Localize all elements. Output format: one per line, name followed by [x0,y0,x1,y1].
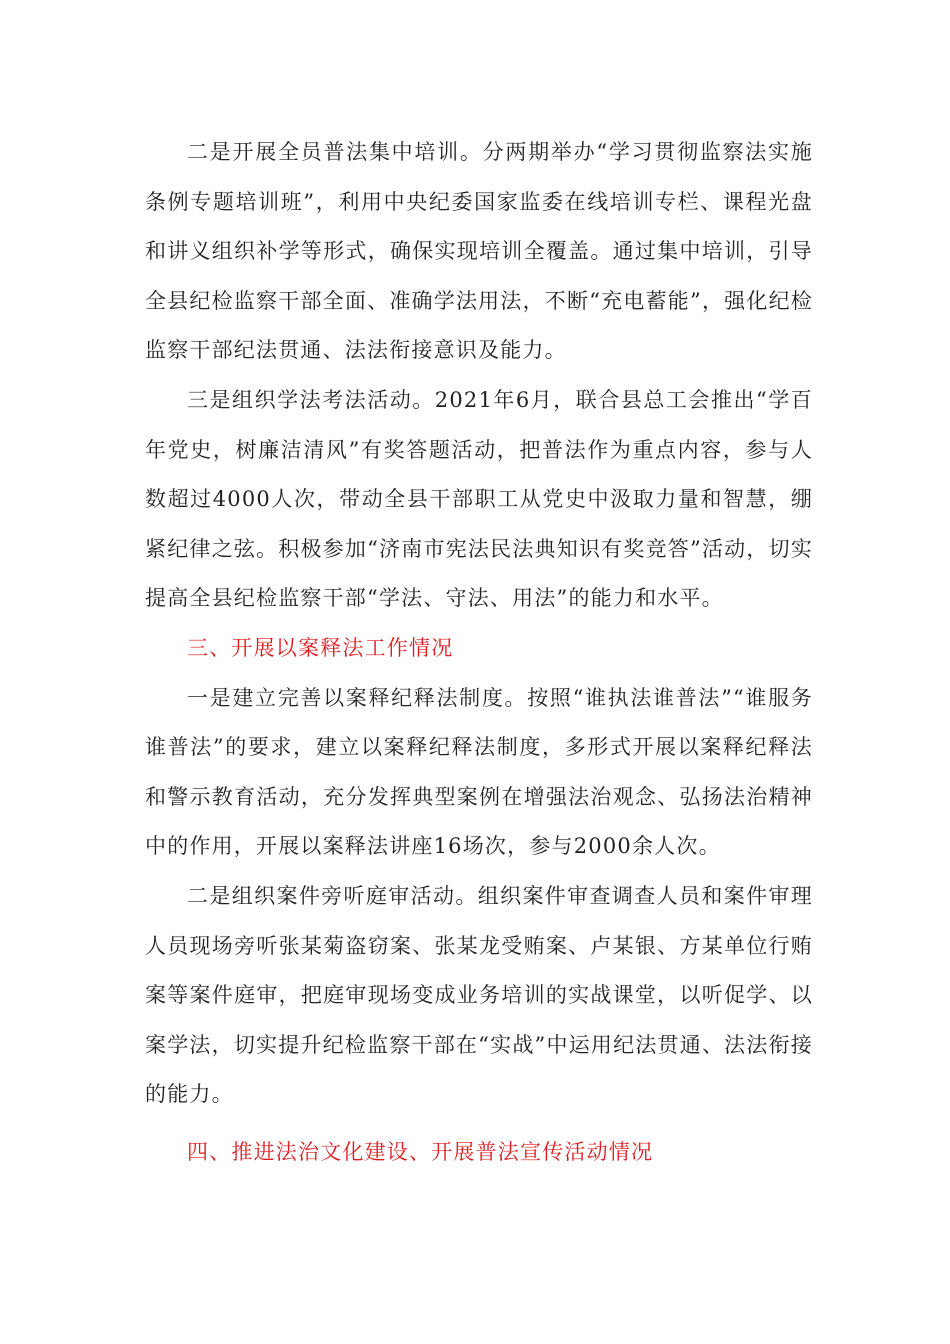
paragraph-training: 二是开展全员普法集中培训。分两期举办“学习贯彻监察法实施条例专题培训班”，利用中央纪委国家监委在线培训专栏、课程光盘和讲义组织补学等形式，确保实现培训全覆盖。通过集中培训，引导全县纪检监察干部全面、准确学法用法，不断“充电蓄能”，强化纪检监察干部纪法贯通、法法衔接意识及能力。 [145,140,813,363]
section-heading-3: 三、开展以案释法工作情况 [187,635,454,660]
paragraph-court-hearing: 二是组织案件旁听庭审活动。组织案件审查调查人员和案件审理人员现场旁听张某菊盗窃案、张某龙受贿案、卢某银、方某单位行贿案等案件庭审，把庭审现场变成业务培训的实战课堂，以听促学、以案学法，切实提升纪检监察干部在“实战”中运用纪法贯通、法法衔接的能力。 [145,883,813,1107]
document-body [145,128,813,1177]
section-heading-4: 四、推进法治文化建设、开展普法宣传活动情况 [187,1139,654,1164]
paragraph-law-quiz: 三是组织学法考法活动。2021年6月，联合县总工会推出“学百年党史，树廉洁清风”有奖答题活动，把普法作为重点内容，参与人数超过4000人次，带动全县干部职工从党史中汲取力量和智慧，绷紧纪律之弦。积极参加“济南市宪法民法典知识有奖竞答”活动，切实提高全县纪检监察干部“学法、守法、用法”的能力和水平。 [145,387,813,611]
paragraph-case-system: 一是建立完善以案释纪释法制度。按照“谁执法谁普法”“谁服务谁普法”的要求，建立以案释纪释法制度，多形式开展以案释纪释法和警示教育活动，充分发挥典型案例在增强法治观念、弘扬法治精神中的作用，开展以案释法讲座16场次，参与2000余人次。 [145,685,813,859]
